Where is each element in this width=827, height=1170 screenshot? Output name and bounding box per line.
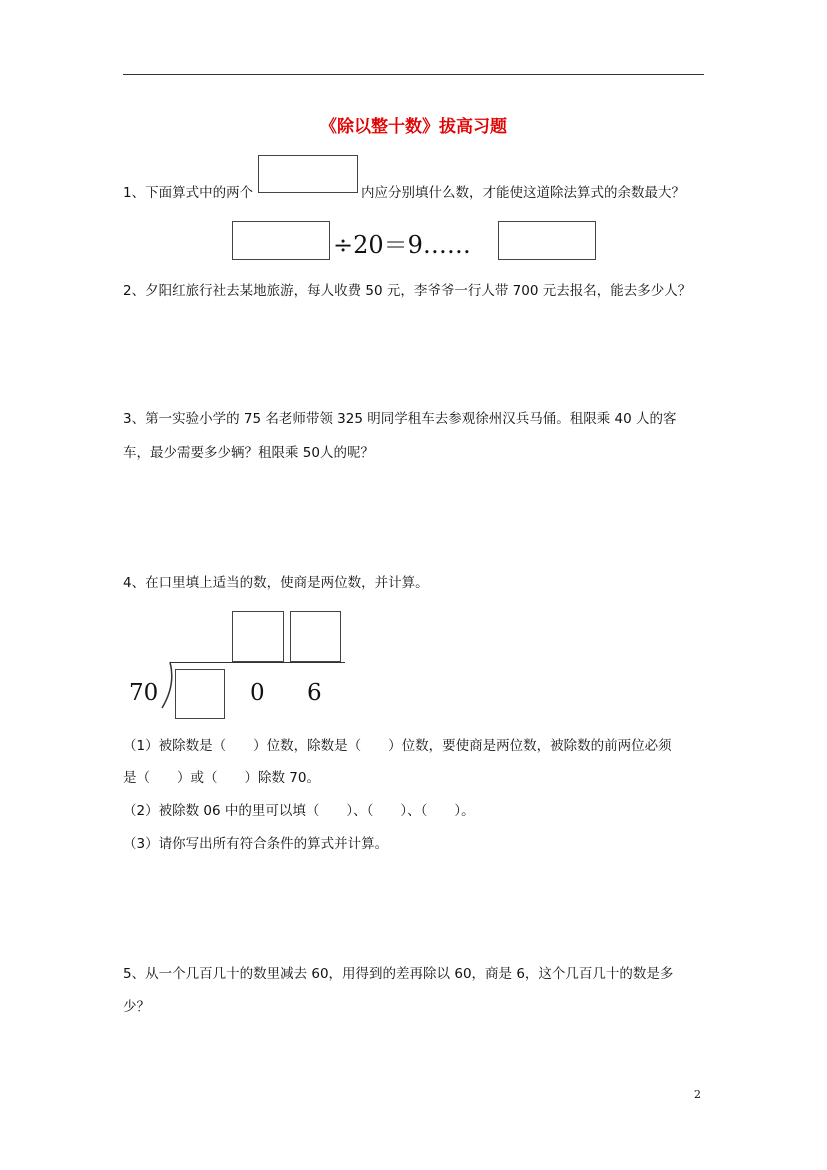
subquestion-1-line-1: （1）被除数是（ ）位数，除数是（ ）位数，要使商是两位数，被除数的前两位必须 (123, 738, 672, 754)
division-equation: ÷20＝9…… (333, 231, 471, 259)
quotient-tens-box[interactable] (232, 611, 284, 662)
header-rule (123, 74, 704, 75)
page-title: 《除以整十数》拔高习题 (320, 117, 507, 137)
dividend-digit-middle: 0 (250, 680, 265, 706)
question-1-suffix: 内应分别填什么数，才能使这道除法算式的余数最大？ (361, 185, 685, 201)
subquestion-2: （2）被除数 06 中的里可以填（ ）、（ ）、（ ）。 (123, 803, 475, 819)
question-4: 4、在口里填上适当的数，使商是两位数，并计算。 (123, 575, 429, 591)
question-2: 2、夕阳红旅行社去某地旅游，每人收费 50 元，李爷爷一行人带 700 元去报名，能去多少人？ (123, 283, 692, 299)
quotient-ones-box[interactable] (290, 611, 341, 662)
division-bracket (158, 660, 176, 710)
subquestion-1-line-2: 是（ ）或（ ）除数 70。 (123, 770, 320, 786)
inline-answer-box[interactable] (258, 155, 358, 193)
question-3-line-1: 3、第一实验小学的 75 名老师带领 325 明同学租车去参观徐州汉兵马俑。租限乘 40 人的客 (123, 411, 677, 427)
question-3-line-2: 车，最少需要多少辆？租限乘 50人的呢？ (123, 445, 374, 461)
question-5-line-2: 少？ (123, 999, 150, 1015)
division-bar (170, 662, 345, 663)
divisor: 70 (129, 680, 159, 706)
dividend-digit-box[interactable] (175, 669, 225, 719)
page-number: 2 (694, 1088, 701, 1101)
dividend-answer-box[interactable] (232, 221, 330, 260)
subquestion-3: （3）请你写出所有符合条件的算式并计算。 (123, 836, 389, 852)
question-5-line-1: 5、从一个几百几十的数里减去 60，用得到的差再除以 60，商是 6，这个几百几十的数是多 (123, 966, 674, 982)
question-1-prefix: 1、下面算式中的两个 (123, 185, 254, 201)
dividend-digit-right: 6 (307, 680, 322, 706)
remainder-answer-box[interactable] (498, 221, 596, 260)
